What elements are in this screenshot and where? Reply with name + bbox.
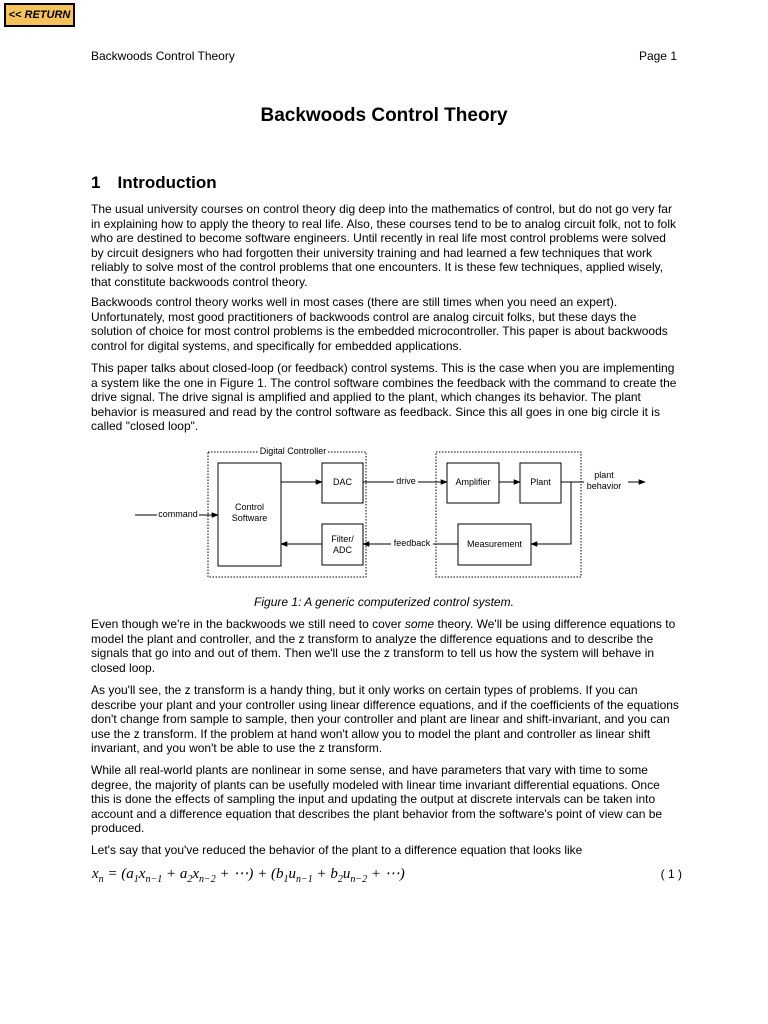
section-title: Introduction (117, 173, 217, 192)
running-header-title: Backwoods Control Theory (91, 49, 235, 63)
intro-paragraph-2: Backwoods control theory works well in most cases (there are still times when you need an expert). Unfortunately, most good practitioners of backwoods control are analog circuit folks, but these days the solution of choice for most control problems is the embedded microcontroller. This paper is about backwoods control for digital systems, and specifically for embedded applications. (91, 295, 668, 353)
plant-behavior-label-2: behavior (586, 481, 622, 491)
plant-label: Plant (530, 477, 551, 487)
document-title: Backwoods Control Theory (260, 105, 508, 126)
equation-number: ( 1 ) (660, 867, 682, 881)
z-transform-paragraph: As you'll see, the z transform is a handy thing, but it only works on certain types of problems. If you can describe your plant and your controller using linear difference equations, and if the coefficients of the equations don't change from sample to sample, then your controller and plant are linear and shift-invariant, and you can use the z transform. If the problem at hand won't allow you to model the plant and controller as linear shift invariant, and you won't be able to use the z transform. (91, 683, 679, 756)
difference-equation-intro: Let's say that you've reduced the behavior of the plant to a difference equation that looks like (91, 843, 583, 857)
theory-emphasis: some (404, 617, 435, 631)
drive-label: drive (396, 476, 416, 486)
filter-adc-label-1: Filter/ (331, 534, 354, 544)
control-software-label-1: Control (234, 502, 265, 512)
theory-text-after: theory. We'll be using difference equations to model the plant and controller, and the z transform to analyze the difference equations and to describe the signals that go into and out of them. Then we'll use the z transform to tell us how the system will behave in closed loop. (91, 617, 676, 675)
difference-equation: $x_n = (a_1x_{n-1} + a_2x_{n-2}$ + ⋯) + ($b_1u_{n-1} + b_2u_{n-2}$ + ⋯) (92, 866, 405, 885)
dac-label: DAC (332, 477, 353, 487)
command-label: command (158, 509, 198, 519)
section-heading (91, 173, 217, 193)
intro-paragraph-3: This paper talks about closed-loop (or feedback) control systems. This is the case when you are implementing a system like the one in Figure 1. The control software combines the feedback with the command to create the drive signal. The drive signal is amplified and applied to the plant, which changes its behavior. The plant behavior is measured and read by the control software as feedback. Since this all goes in one big circle it is called "closed loop". (91, 361, 677, 434)
return-button[interactable]: << RETURN (4, 3, 75, 27)
plant-behavior-label-1: plant (594, 470, 614, 480)
feedback-label: feedback (393, 538, 431, 548)
amplifier-label: Amplifier (455, 477, 491, 487)
control-system-figure (130, 442, 650, 587)
control-software-label-2: Software (231, 513, 268, 523)
filter-adc-label-2: ADC (332, 545, 353, 555)
theory-text-before: Even though we're in the backwoods we still need to cover (91, 617, 405, 631)
page-number: Page 1 (638, 49, 677, 63)
theory-paragraph (91, 617, 679, 675)
measurement-label: Measurement (466, 539, 523, 549)
section-number: 1 (91, 173, 101, 192)
figure-caption: Figure 1: A generic computerized control system. (254, 595, 514, 609)
nonlinear-plants-paragraph: While all real-world plants are nonlinear in some sense, and have parameters that vary with time to some degree, the majority of plants can be usefully modeled with linear time invariant differential equations. Once this is done the effects of sampling the input and updating the output at discrete intervals can be taken into account and a difference equation that describes the plant behavior from the software's point of view can be produced. (91, 763, 663, 836)
intro-paragraph-1: The usual university courses on control theory dig deep into the mathematics of control, but do not go very far in explaining how to apply the theory to real life. Also, these courses tend to be to analog circuit folk, not to folk who are destined to become software engineers. Until recently in real life most control problems were solved by circuit designers who had forgotten their university training and had learned a few techniques that work reliably to solve most of the control problems that one encounters. It is these few techniques, applied wisely, that constitute backwoods control theory. (91, 202, 677, 289)
digital-controller-label: Digital Controller (259, 446, 327, 456)
